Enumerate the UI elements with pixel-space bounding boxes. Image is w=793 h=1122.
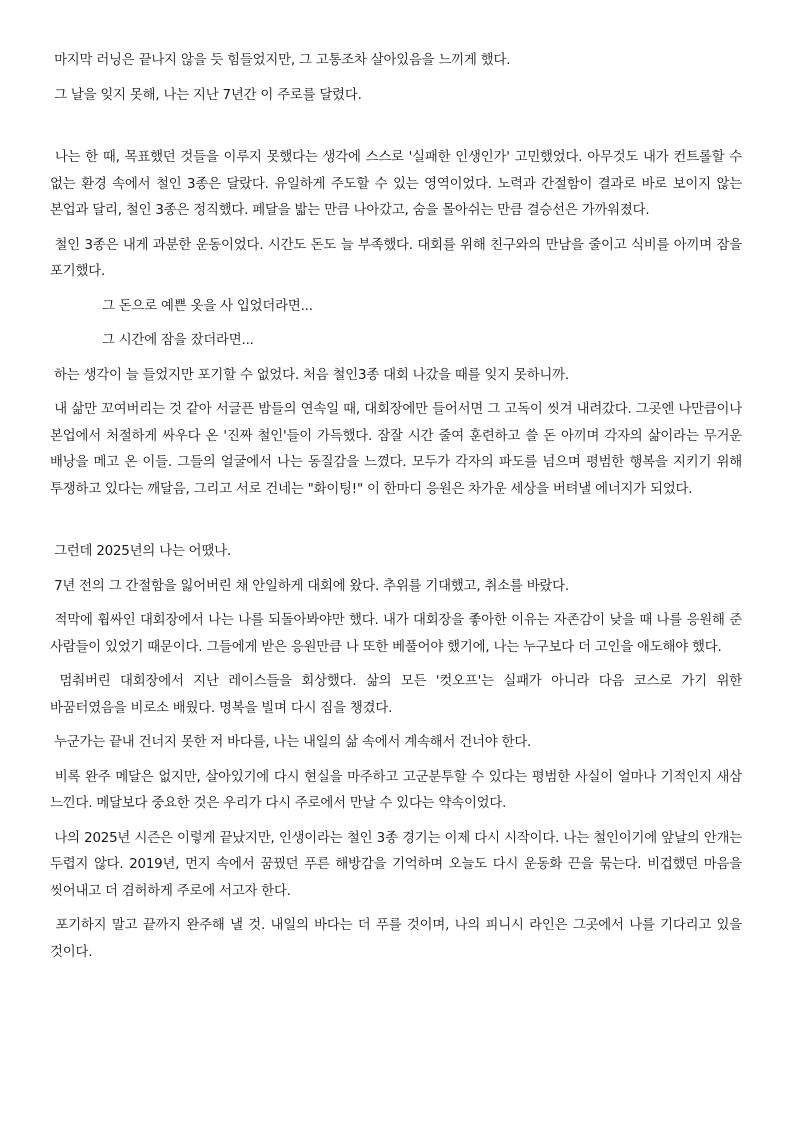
paragraph-real-ironmen: 내 삶만 꼬여버리는 것 같아 서글픈 밤들의 연속일 때, 대회장에만 들어서면 그 고독이 씻겨 내려갔다. 그곳엔 나만큼이나 본업에서 처절하게 싸우다 온 '진짜 철인'들이 가득했다. 잠잘 시간 줄여 훈련하고 쓸 돈 아끼며 각자의 삶이라는 무거운 배낭을 메고 온 이들. 그들의 얼굴에서 나는 동질감을 느꼈다. 모두가 각자의 파도를 넘으며 평범한 행복을 지키기 위해 투쟁하고 있다는 깨달음, 그리고 서로 건네는 "화이팅!" 이 한마디 응원은 차가운 세상을 버텨낼 에너지가 되었다. xyxy=(50,402,747,497)
quote-sleep: 그 시간에 잠을 잤더라면... xyxy=(102,333,254,348)
section-spacer xyxy=(50,511,742,539)
paragraph-2025-question: 그런데 2025년의 나는 어땠나. xyxy=(50,544,231,559)
paragraph-sacrifice: 철인 3종은 내게 과분한 운동이었다. 시간도 돈도 늘 부족했다. 대회를 위해 친구와의 만남을 줄이고 식비를 아끼며 잠을 포기했다. xyxy=(50,237,747,279)
paragraph-complacency: 7년 전의 그 간절함을 잃어버린 채 안일하게 대회에 왔다. 추위를 기대했고, 취소를 바랐다. xyxy=(50,578,569,594)
section-spacer xyxy=(50,117,742,145)
paragraph-new-start: 나의 2025년 시즌은 이렇게 끝났지만, 인생이라는 철인 3종 경기는 이제 다시 시작이다. 나는 철인이기에 앞날의 안개는 두렵지 않다. 2019년, 먼지 속에서 꿈꿨던 푸른 해방감을 기억하며 오늘도 다시 운동화 끈을 묶는다. 비겁했던 마음을 씻어내고 더 겸허하게 주로에 서고자 한다. xyxy=(50,830,747,899)
document-page xyxy=(50,48,747,974)
paragraph-mourning: 적막에 휩싸인 대회장에서 나는 나를 되돌아봐야만 했다. 내가 대회장을 좋아한 이유는 자존감이 낮을 때 나를 응원해 준 사람들이 있었기 때문이다. 그들에게 받은 응원만큼 나 또한 베풀어야 했기에, 나는 누구보다 더 고인을 애도해야 했다. xyxy=(50,613,747,655)
paragraph-finish-line: 포기하지 말고 끝까지 완주해 낼 것. 내일의 바다는 더 푸를 것이며, 나의 피니시 라인은 그곳에서 나를 기다리고 있을 것이다. xyxy=(50,918,747,960)
quote-clothes: 그 돈으로 예쁜 옷을 사 입었더라면... xyxy=(102,298,313,314)
paragraph-seven-years: 그 날을 잊지 못해, 나는 지난 7년간 이 주로를 달렸다. xyxy=(50,87,362,103)
paragraph-miracle: 비록 완주 메달은 없지만, 살아있기에 다시 현실을 마주하고 고군분투할 수 있다는 평범한 사실이 얼마나 기적인지 새삼 느낀다. 메달보다 중요한 것은 우리가 다시 주로에서 만날 수 있다는 약속이었다. xyxy=(50,769,747,811)
paragraph-cutoff: 멈춰버린 대회장에서 지난 레이스들을 회상했다. 삶의 모든 '컷오프'는 실패가 아니라 다음 코스로 가기 위한 바꿈터였음을 비로소 배웠다. 명복을 빌며 다시 짐을 챙겼다. xyxy=(50,674,747,716)
paragraph-cross-the-sea: 누군가는 끝내 건너지 못한 저 바다를, 나는 내일의 삶 속에서 계속해서 건너야 한다. xyxy=(50,735,532,750)
paragraph-cannot-give-up: 하는 생각이 늘 들었지만 포기할 수 없었다. 처음 철인3종 대회 나갔을 때를 잊지 못하니까. xyxy=(50,367,569,383)
paragraph-last-run: 마지막 러닝은 끝나지 않을 듯 힘들었지만, 그 고통조차 살아있음을 느끼게 했다. xyxy=(50,53,511,68)
paragraph-failure-reflection: 나는 한 때, 목표했던 것들을 이루지 못했다는 생각에 스스로 '실패한 인생인가' 고민했었다. 아무것도 내가 컨트롤할 수 없는 환경 속에서 철인 3종은 달랐다. 유일하게 주도할 수 있는 영역이었다. 노력과 간절함이 결과로 바로 보이지 않는 본업과 달리, 철인 3종은 정직했다. 페달을 밟는 만큼 나아갔고, 숨을 몰아쉬는 만큼 결승선은 가까워졌다. xyxy=(50,150,747,218)
